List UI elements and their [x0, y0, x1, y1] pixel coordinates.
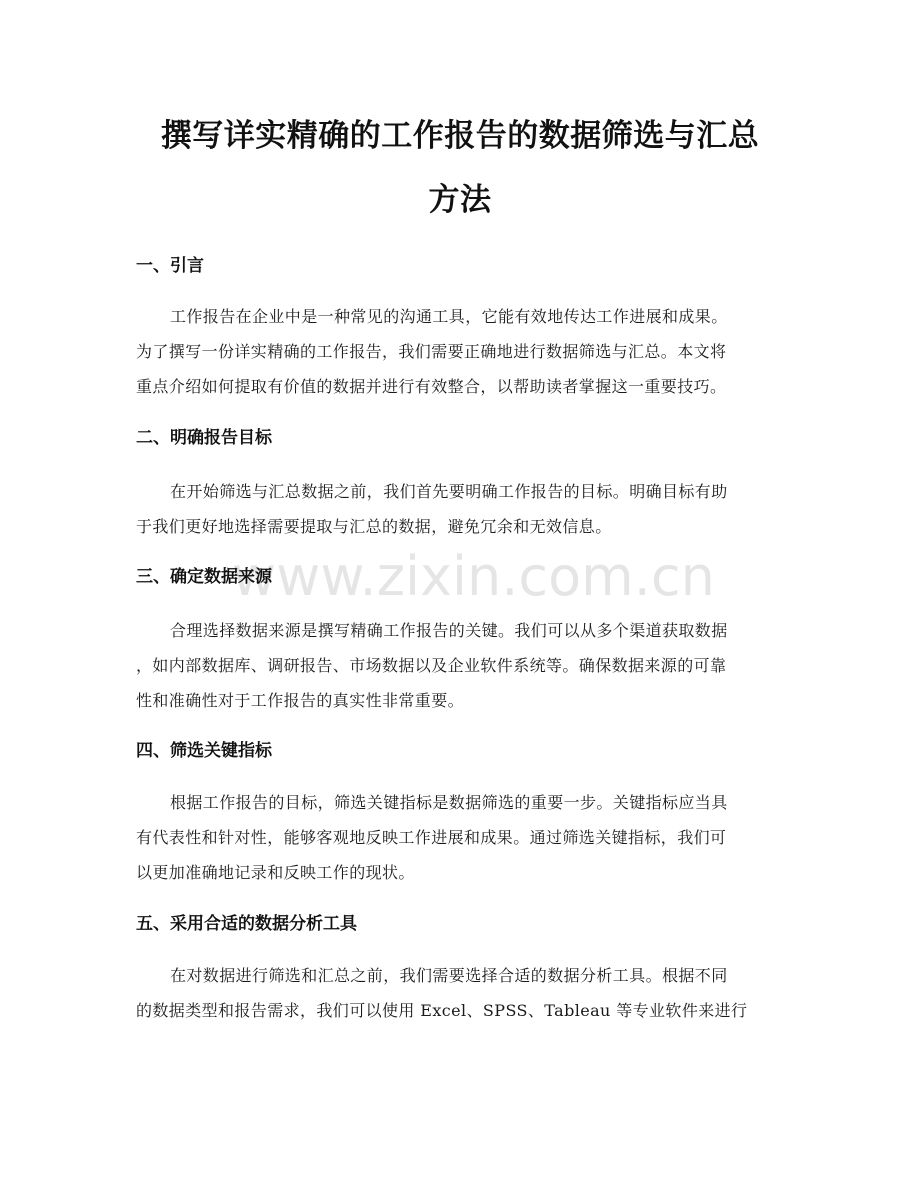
paragraph-line: 根据工作报告的目标，筛选关键指标是数据筛选的重要一步。关键指标应当具: [170, 793, 728, 812]
section-paragraph-data-source: [136, 613, 784, 718]
paragraph-line: 有代表性和针对性，能够客观地反映工作进展和成果。通过筛选关键指标，我们可: [136, 828, 727, 847]
section-paragraph-report-goal: [136, 474, 784, 544]
section-paragraph-analysis-tools: [136, 958, 784, 1028]
paragraph-line: 工作报告在企业中是一种常见的沟通工具，它能有效地传达工作进展和成果。: [170, 307, 728, 326]
section-paragraph-key-indicators: [136, 785, 784, 890]
section-heading-introduction: 一、引言: [136, 256, 204, 276]
paragraph-line: 以更加准确地记录和反映工作的现状。: [136, 863, 415, 882]
paragraph-line: 在开始筛选与汇总数据之前，我们首先要明确工作报告的目标。明确目标有助: [170, 482, 728, 501]
paragraph-line: ，如内部数据库、调研报告、市场数据以及企业软件系统等。确保数据来源的可靠: [136, 656, 727, 675]
paragraph-line: 的数据类型和报告需求，我们可以使用 Excel、SPSS、Tableau 等专业软件来进行: [136, 1001, 748, 1020]
title-line-1: 撰写详实精确的工作报告的数据筛选与汇总: [160, 118, 760, 154]
section-paragraph-introduction: [136, 299, 784, 404]
paragraph-line: 性和准确性对于工作报告的真实性非常重要。: [136, 691, 465, 710]
title-line-2: 方法: [428, 182, 492, 218]
watermark: www.zixin.com.cn: [232, 545, 715, 608]
paragraph-line: 重点介绍如何提取有价值的数据并进行有效整合，以帮助读者掌握这一重要技巧。: [136, 377, 727, 396]
paragraph-line: 在对数据进行筛选和汇总之前，我们需要选择合适的数据分析工具。根据不同: [170, 966, 728, 985]
section-heading-report-goal: 二、明确报告目标: [136, 428, 272, 448]
section-heading-key-indicators: 四、筛选关键指标: [136, 741, 272, 761]
section-heading-analysis-tools: 五、采用合适的数据分析工具: [136, 914, 357, 934]
section-heading-data-source: 三、确定数据来源: [136, 567, 272, 587]
paragraph-line: 合理选择数据来源是撰写精确工作报告的关键。我们可以从多个渠道获取数据: [170, 621, 728, 640]
document-title: [100, 104, 820, 232]
paragraph-line: 为了撰写一份详实精确的工作报告，我们需要正确地进行数据筛选与汇总。本文将: [136, 342, 727, 361]
paragraph-line: 于我们更好地选择需要提取与汇总的数据，避免冗余和无效信息。: [136, 517, 612, 536]
